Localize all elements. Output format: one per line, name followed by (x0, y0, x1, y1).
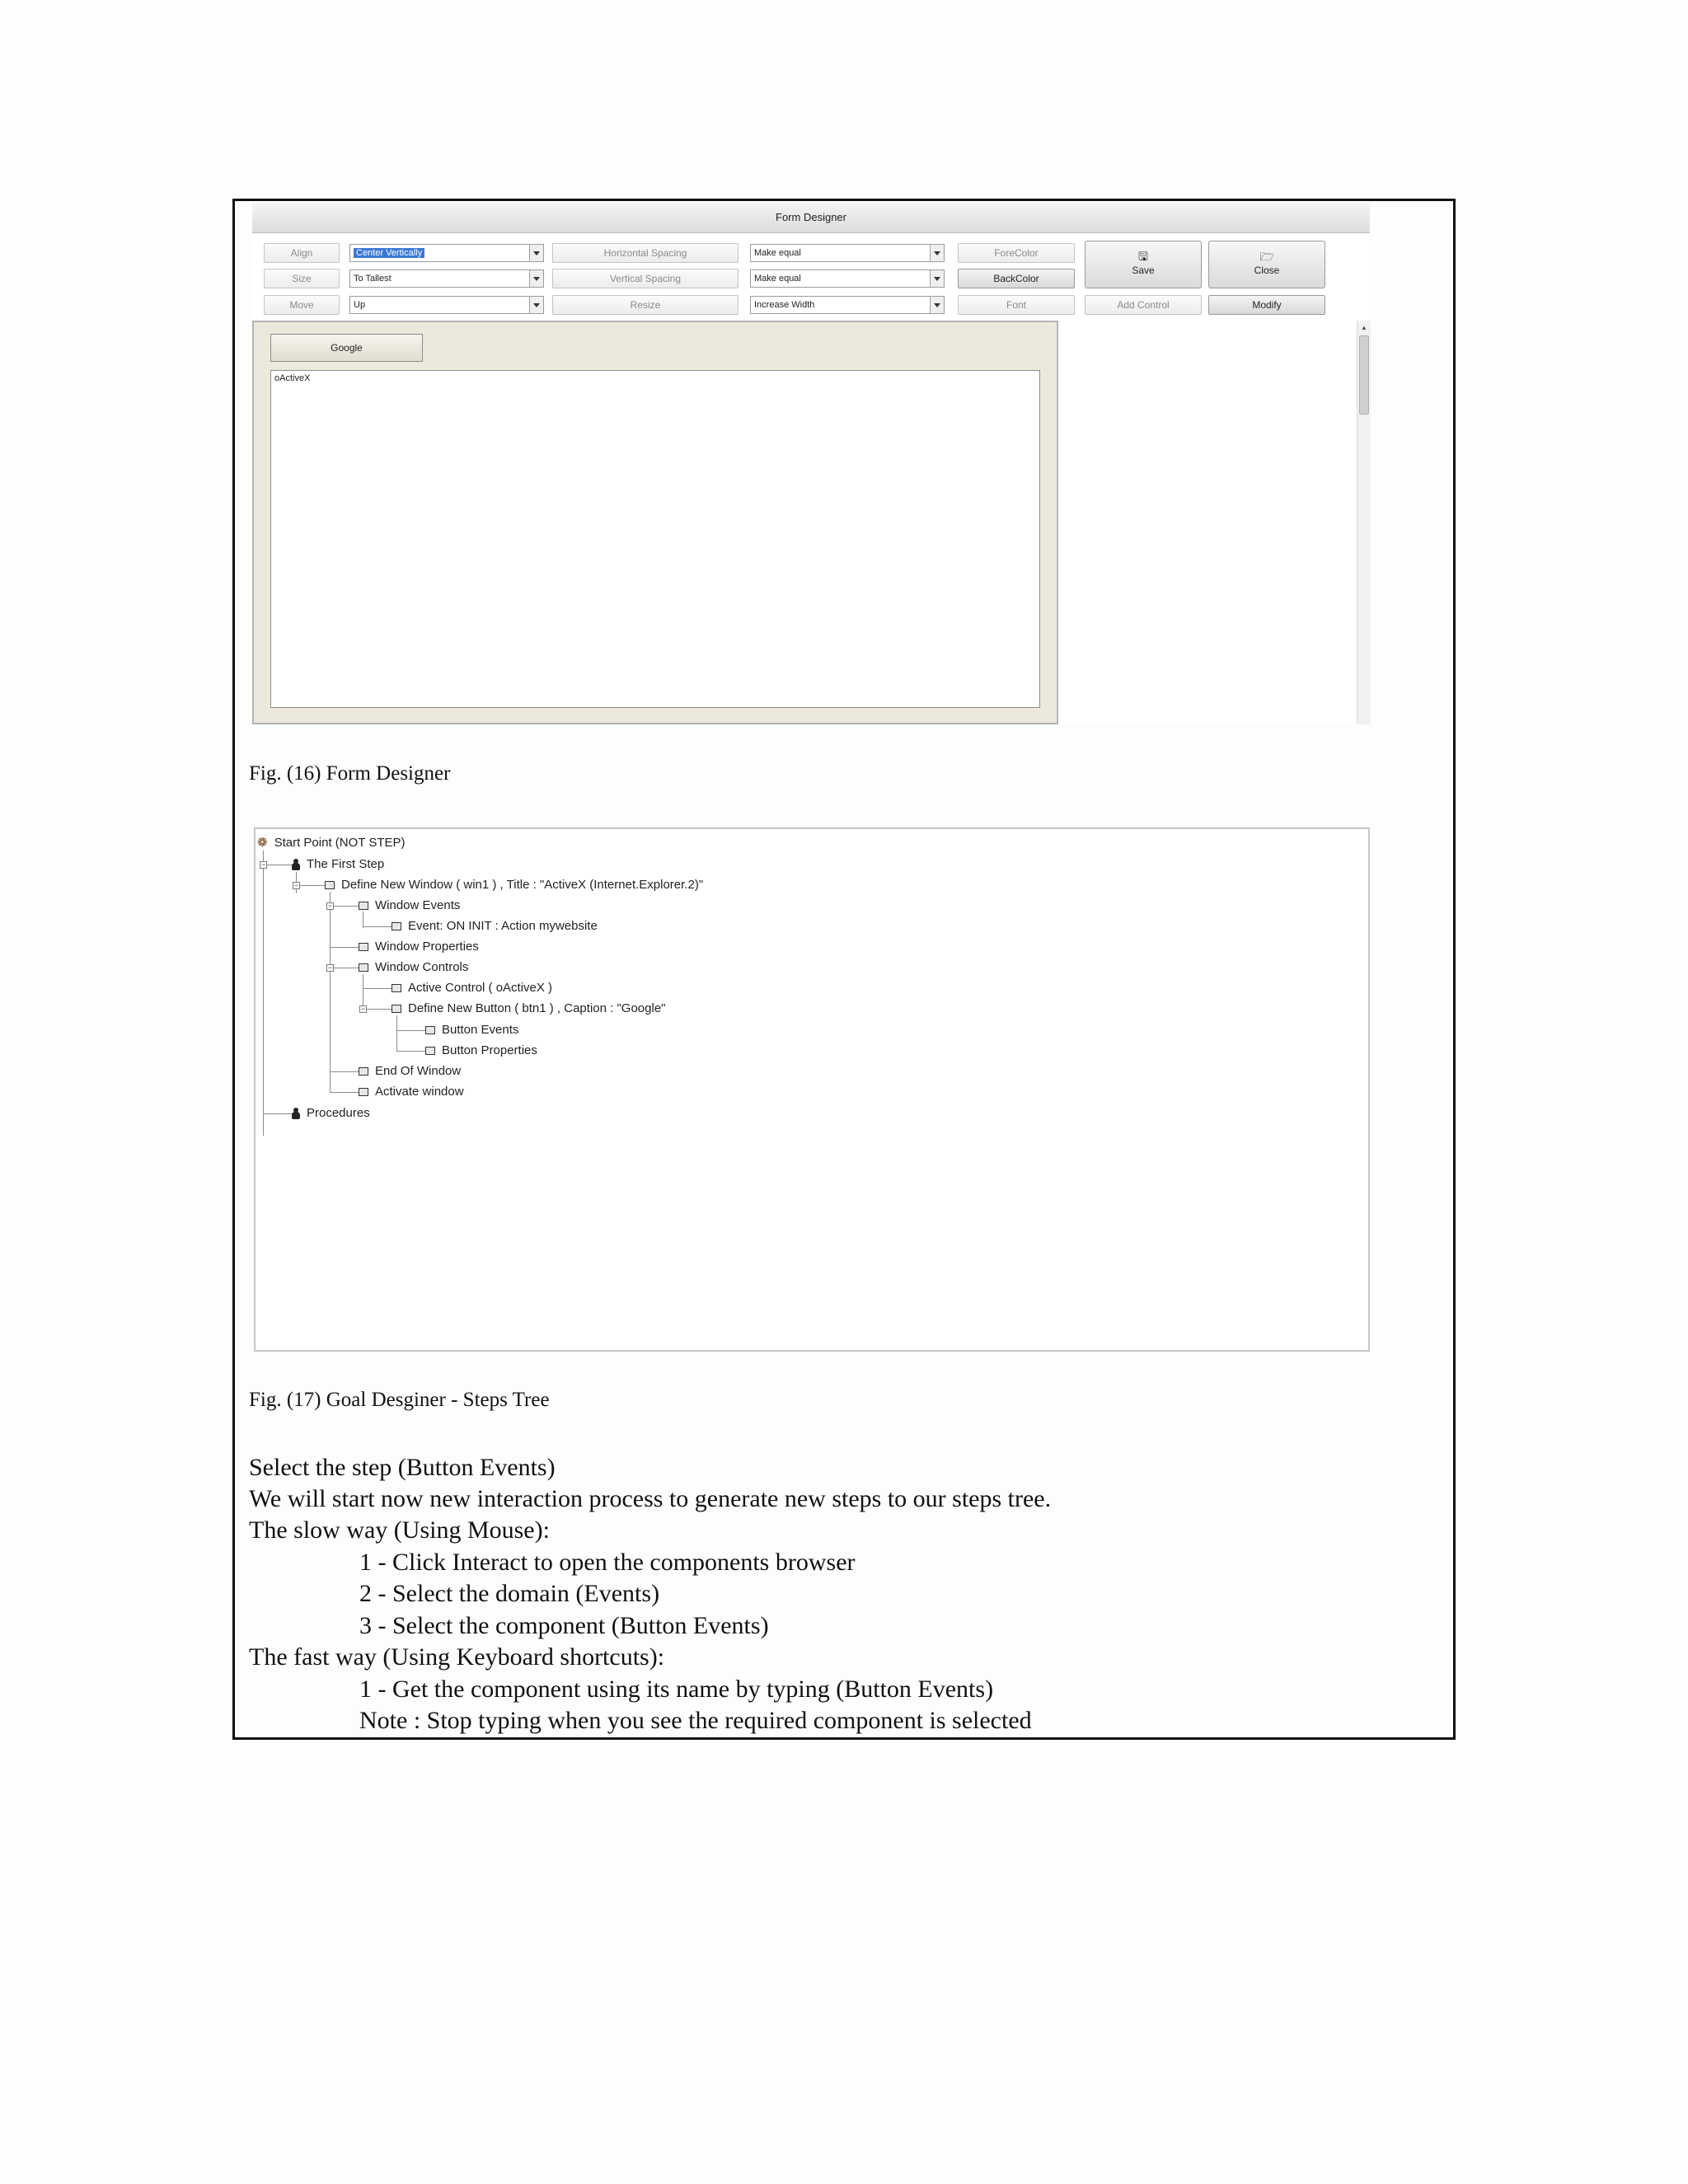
close-button[interactable] (1208, 241, 1325, 288)
tree-node-label: Active Control ( oActiveX ) (408, 981, 553, 995)
move-select-value: Up (354, 300, 366, 310)
tree-node-label: Button Events (442, 1023, 519, 1037)
resize-select[interactable] (750, 296, 945, 314)
tree-node-event-on-init[interactable] (392, 918, 598, 935)
tree-connector (263, 851, 264, 1136)
move-select[interactable] (349, 296, 544, 314)
tree-connector (396, 1051, 426, 1052)
close-button-label: Close (1254, 265, 1280, 276)
tree-node-label: End Of Window (375, 1064, 462, 1078)
vertical-spacing-value: Make equal (754, 274, 801, 284)
tree-node-window-properties[interactable] (359, 939, 479, 955)
size-button[interactable]: Size (264, 269, 340, 288)
tree-node-button-events[interactable] (425, 1022, 518, 1038)
tree-node-label: Procedures (307, 1106, 370, 1120)
form-design-canvas[interactable] (252, 321, 1058, 724)
vertical-scrollbar[interactable] (1357, 321, 1371, 724)
horizontal-spacing-value: Make equal (754, 248, 801, 258)
step-box-icon (359, 902, 368, 910)
tree-node-label: Window Controls (375, 960, 469, 974)
tree-node-define-button[interactable] (392, 1001, 665, 1017)
tree-node-label: Button Properties (442, 1043, 537, 1057)
tree-node-label: Define New Button ( btn1 ) , Caption : "Google" (408, 1001, 666, 1015)
activex-label: oActiveX (274, 373, 311, 383)
tree-connector (330, 1071, 359, 1072)
tree-node-window-events[interactable] (359, 898, 460, 914)
move-button[interactable]: Move (264, 295, 340, 315)
form-designer-screenshot (252, 203, 1370, 724)
step-box-icon (359, 943, 368, 951)
modify-button[interactable]: Modify (1208, 295, 1325, 315)
collapse-toggle[interactable]: − (293, 881, 299, 889)
activex-control[interactable] (270, 370, 1040, 708)
tree-node-label: Window Properties (375, 940, 479, 954)
save-button[interactable] (1085, 241, 1202, 288)
step-box-icon (392, 984, 401, 992)
tree-node-procedures[interactable] (292, 1105, 370, 1122)
tree-node-activate-window[interactable] (359, 1084, 464, 1100)
tree-node-start-point[interactable] (257, 835, 406, 851)
body-line: 2 - Select the domain (Events) (359, 1580, 660, 1607)
tree-node-label: Event: ON INIT : Action mywebsite (408, 919, 598, 933)
horizontal-spacing-button[interactable]: Horizontal Spacing (552, 243, 738, 263)
chevron-down-icon[interactable] (529, 297, 543, 313)
tree-node-label: Define New Window ( win1 ) , Title : "ActiveX (Internet.Explorer.2)" (341, 878, 704, 892)
tree-node-button-properties[interactable] (425, 1043, 537, 1059)
tree-connector (363, 988, 392, 989)
tree-node-define-window[interactable] (325, 877, 703, 893)
backcolor-button[interactable]: BackColor (958, 269, 1075, 288)
align-button[interactable]: Align (264, 243, 340, 263)
steps-tree (254, 827, 1370, 1352)
tree-connector (330, 947, 359, 948)
font-button[interactable]: Font (958, 295, 1075, 315)
horizontal-spacing-select[interactable] (750, 244, 945, 262)
chevron-down-icon[interactable] (529, 245, 543, 261)
chevron-down-icon[interactable] (529, 270, 543, 287)
tree-node-active-control[interactable] (392, 980, 552, 996)
step-box-icon (359, 1088, 368, 1096)
tree-connector (396, 1030, 426, 1031)
chevron-down-icon[interactable] (930, 270, 944, 287)
figure-17-caption: Fig. (17) Goal Desginer - Steps Tree (249, 1389, 550, 1411)
size-select-value: To Tallest (354, 274, 392, 284)
floppy-disk-icon: 🖫 (1138, 250, 1148, 263)
body-line: 1 - Get the component using its name by typing (Button Events) (359, 1675, 994, 1703)
tree-node-label: Window Events (375, 898, 461, 912)
step-box-icon (392, 922, 401, 930)
tree-connector (263, 1113, 293, 1114)
tree-connector (330, 1092, 359, 1093)
tree-node-label: Start Point (NOT STEP) (274, 836, 406, 850)
form-designer-title: Form Designer (252, 203, 1370, 233)
save-button-label: Save (1132, 265, 1155, 276)
add-control-button[interactable]: Add Control (1085, 295, 1202, 315)
step-icon (292, 1108, 300, 1119)
body-line: The slow way (Using Mouse): (249, 1516, 550, 1544)
folder-icon: 🗁 (1259, 250, 1274, 263)
tree-node-label: The First Step (307, 857, 385, 871)
body-line: We will start now new interaction process to generate new steps to our steps tree. (249, 1485, 1052, 1512)
body-line: The fast way (Using Keyboard shortcuts): (249, 1643, 665, 1671)
body-line: Select the step (Button Events) (249, 1454, 556, 1481)
step-box-icon (359, 963, 368, 972)
vertical-spacing-button[interactable]: Vertical Spacing (552, 269, 738, 288)
tree-connector (330, 892, 331, 1093)
vertical-spacing-select[interactable] (750, 269, 945, 288)
collapse-toggle[interactable]: − (260, 860, 266, 869)
collapse-toggle[interactable]: − (360, 1005, 366, 1013)
tree-connector (296, 885, 326, 886)
step-box-icon (425, 1026, 435, 1034)
scrollbar-thumb[interactable] (1359, 335, 1369, 415)
size-select[interactable] (349, 269, 544, 288)
resize-button[interactable]: Resize (552, 295, 738, 315)
step-icon (292, 859, 300, 870)
collapse-toggle[interactable]: − (327, 963, 333, 972)
tree-connector (330, 906, 359, 907)
collapse-toggle[interactable]: − (327, 902, 333, 910)
step-box-icon (425, 1047, 435, 1055)
tree-node-first-step[interactable] (292, 856, 384, 873)
google-button[interactable]: Google (270, 334, 423, 362)
body-line: 1 - Click Interact to open the components browser (359, 1549, 856, 1576)
scroll-up-icon[interactable]: ▲ (1361, 324, 1367, 331)
chevron-down-icon[interactable] (930, 245, 944, 261)
body-line: Note : Stop typing when you see the required component is selected (359, 1707, 1032, 1734)
align-select[interactable] (349, 244, 544, 262)
tree-node-label: Activate window (375, 1085, 464, 1099)
figure-16-caption: Fig. (16) Form Designer (249, 762, 451, 785)
align-select-value: Center Vertically (354, 248, 424, 258)
start-point-icon: ❁ (257, 836, 268, 851)
step-box-icon (359, 1067, 368, 1076)
tree-connector (363, 926, 392, 927)
step-box-icon (392, 1005, 401, 1013)
tree-node-window-controls[interactable] (359, 959, 468, 976)
tree-node-end-of-window[interactable] (359, 1063, 461, 1080)
chevron-down-icon[interactable] (930, 297, 944, 313)
tree-connector (363, 1009, 392, 1010)
step-box-icon (325, 881, 335, 889)
tree-connector (396, 1015, 397, 1052)
resize-value: Increase Width (754, 300, 815, 310)
forecolor-button[interactable]: ForeColor (958, 243, 1075, 263)
body-line: 3 - Select the component (Button Events) (359, 1612, 769, 1639)
